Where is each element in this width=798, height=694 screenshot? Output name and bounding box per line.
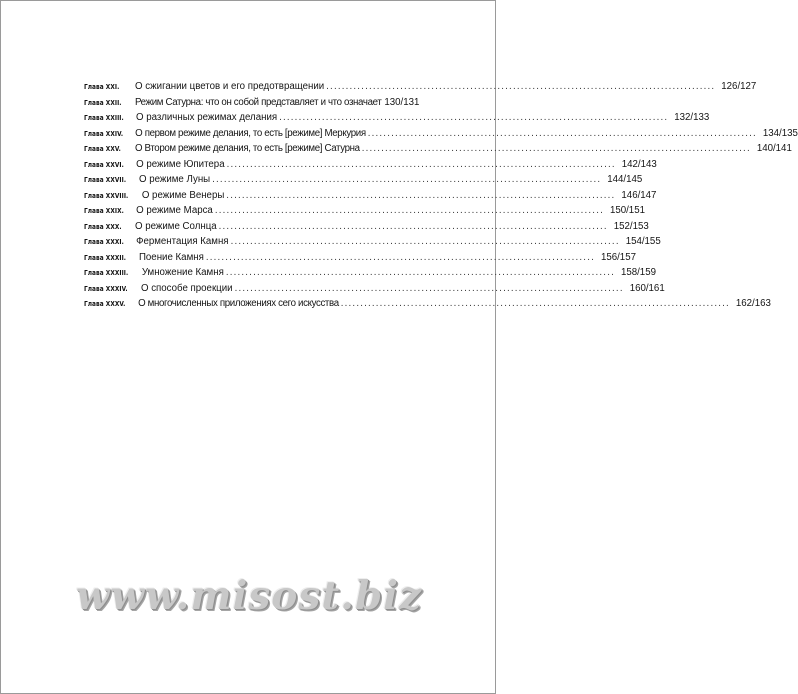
chapter-number: Глава XXII.	[84, 97, 122, 107]
chapter-number: Глава XXXII.	[84, 252, 127, 262]
chapter-title	[141, 188, 619, 204]
chapter-title	[135, 203, 607, 219]
chapter-title-text: О режиме Луны	[138, 174, 211, 185]
chapter-number: Глава XXIII.	[84, 113, 124, 122]
chapter-title	[141, 265, 618, 281]
watermark-text: www.misost.biz	[75, 573, 423, 619]
toc-entry	[84, 110, 710, 126]
chapter-title-text: Поение Камня	[138, 251, 204, 263]
page-numbers: 158/159	[620, 267, 656, 278]
dot-leader	[235, 281, 624, 297]
toc-entry	[84, 188, 657, 204]
chapter-number: Глава XXV.	[84, 144, 121, 153]
chapter-title	[134, 126, 760, 142]
chapter-number: Глава XXXI.	[84, 237, 124, 246]
page-numbers: 142/143	[621, 158, 657, 170]
chapter-title-text: О Втором режиме делания, то есть [режиме] Сатурна	[135, 143, 360, 154]
page-numbers: 140/141	[756, 143, 792, 154]
dot-leader	[279, 110, 668, 126]
chapter-title	[134, 219, 611, 235]
chapter-number: Глава XXVI.	[84, 159, 124, 169]
dot-leader	[212, 172, 601, 188]
chapter-title-text: О сжигании цветов и его предотвращении	[135, 81, 325, 92]
chapter-number: Глава XXXV.	[84, 299, 126, 308]
toc-entry	[84, 126, 798, 142]
chapter-title-text: О различных режимах делания	[136, 112, 278, 123]
chapter-number: Глава XXXIV.	[84, 283, 128, 293]
toc-entry	[84, 219, 649, 235]
page-numbers: 150/151	[609, 205, 645, 216]
chapter-title-text: Ферментация Камня	[136, 236, 229, 247]
toc-entry	[84, 281, 665, 297]
page-numbers: 134/135	[762, 127, 798, 139]
chapter-title	[138, 172, 604, 188]
page-numbers: 126/127	[721, 81, 757, 92]
page-numbers: 154/155	[625, 236, 661, 247]
dot-leader	[368, 126, 757, 142]
chapter-title-text: Умножение Камня	[141, 267, 224, 278]
chapter-number: Глава XXVIII.	[84, 190, 129, 200]
chapter-title-text: О режиме Марса	[136, 205, 213, 216]
dot-leader	[215, 203, 604, 219]
toc-entry	[84, 250, 636, 266]
chapter-number: Глава XXIV.	[84, 128, 124, 138]
chapter-title	[134, 79, 718, 95]
chapter-number: Глава XXIX.	[84, 206, 124, 215]
chapter-title	[135, 110, 671, 126]
chapter-title	[134, 95, 381, 111]
dot-leader	[326, 79, 715, 95]
page-numbers: 146/147	[621, 189, 657, 201]
page-numbers: 162/163	[735, 298, 771, 309]
dot-leader	[231, 234, 620, 250]
page-numbers: 152/153	[613, 220, 649, 232]
toc-entry	[84, 172, 643, 188]
dot-leader	[226, 265, 615, 281]
chapter-title-text: О режиме Солнца	[135, 220, 217, 232]
chapter-title-text: О способе проекции	[140, 282, 233, 294]
dot-leader	[341, 296, 730, 312]
page-numbers: 156/157	[600, 251, 636, 263]
toc-entry	[84, 95, 420, 111]
chapter-title-text: О режиме Юпитера	[136, 158, 225, 170]
toc-entry	[84, 79, 757, 95]
chapter-title	[135, 234, 623, 250]
chapter-title	[135, 157, 619, 173]
page-numbers: 132/133	[674, 112, 710, 123]
chapter-number: Глава XXI.	[84, 82, 120, 91]
dot-leader	[362, 141, 751, 157]
dot-leader	[206, 250, 595, 266]
page-numbers: 130/131	[384, 96, 420, 108]
chapter-number: Глава XXXIII.	[84, 268, 129, 277]
toc-entry	[84, 141, 792, 157]
chapter-title	[134, 141, 754, 157]
toc-entry	[84, 234, 661, 250]
dot-leader	[219, 219, 608, 235]
dot-leader	[227, 157, 616, 173]
dot-leader	[226, 188, 615, 204]
toc-entry	[84, 296, 771, 312]
toc-entry	[84, 157, 657, 173]
chapter-title-text: О режиме Венеры	[141, 189, 225, 201]
chapter-title	[140, 281, 627, 297]
toc-entry	[84, 265, 656, 281]
chapter-title-text: О многочисленных приложениях сего искусства	[138, 298, 339, 309]
chapter-title-text: Режим Сатурна: что он собой представляет и что означает	[135, 96, 382, 108]
table-of-contents	[84, 79, 798, 312]
page-numbers: 160/161	[629, 282, 665, 294]
chapter-title	[137, 296, 733, 312]
toc-entry	[84, 203, 645, 219]
chapter-title-text: О первом режиме делания, то есть [режиме] Меркурия	[135, 127, 366, 139]
chapter-number: Глава XXX.	[84, 221, 122, 231]
chapter-title	[138, 250, 598, 266]
page-numbers: 144/145	[607, 174, 643, 185]
chapter-number: Глава XXVII.	[84, 175, 127, 184]
